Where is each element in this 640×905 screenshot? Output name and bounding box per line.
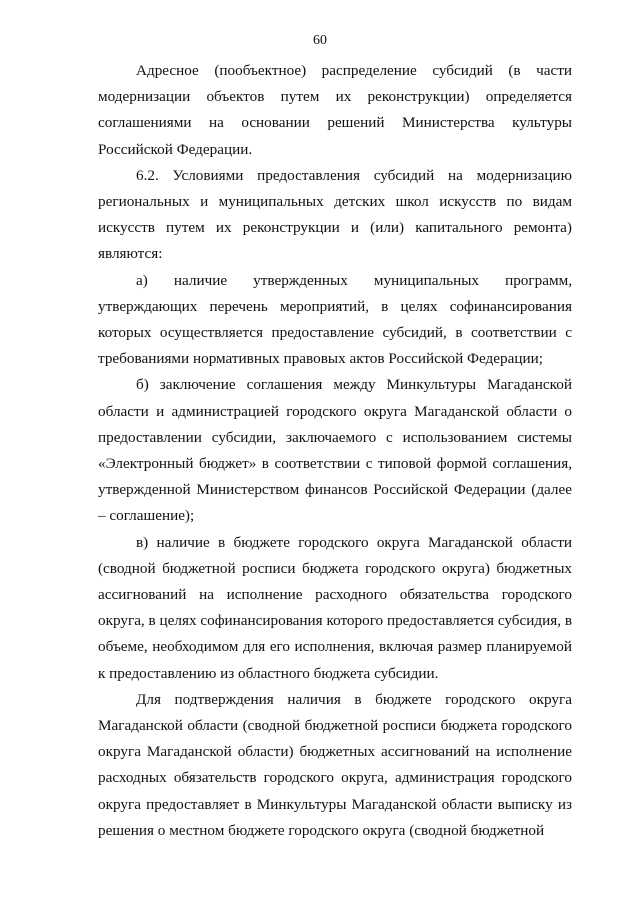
paragraph-confirmation: Для подтверждения наличия в бюджете городского округа Магаданской области (сводной бюджетной росписи бюджета городского округа Магаданской области) бюджетных ассигнований на исполнение расходных обязательств городского округа, администрация городского округа предоставляет в Минкультуры Магаданской области выписку из решения о местном бюджете городского округа (сводной бюджетной xyxy=(98,690,572,839)
paragraph-conditions-6-2: 6.2. Условиями предоставления субсидий на модернизацию региональных и муниципальных детских школ искусств по видам искусств путем их реконструкции и (или) капитального ремонта) являются: xyxy=(98,166,572,263)
document-body xyxy=(98,58,572,844)
paragraph-condition-v: в) наличие в бюджете городского округа Магаданской области (сводной бюджетной росписи бюджета городского округа) бюджетных ассигнований на исполнение расходного обязательства городского округа, в целях софинансирования которого предоставляется субсидия, в объеме, необходимом для его исполнения, включая размер планируемой к предоставлению из областного бюджета субсидии. xyxy=(98,533,572,682)
paragraph-condition-a: а) наличие утвержденных муниципальных программ, утверждающих перечень мероприятий, в целях софинансирования которых осуществляется предоставление субсидий, в соответствии с требованиями нормативных правовых актов Российской Федерации; xyxy=(98,271,572,368)
paragraph-distribution: Адресное (пообъектное) распределение субсидий (в части модернизации объектов путем их реконструкции) определяется соглашениями на основании решений Министерства культуры Российской Федерации. xyxy=(98,62,572,158)
page-number: 60 xyxy=(313,33,327,48)
paragraph-condition-b: б) заключение соглашения между Минкультуры Магаданской области и администрацией городского округа Магаданской области о предоставлении субсидии, заключаемого с использованием системы «Электронный бюджет» в соответствии с типовой формой соглашения, утвержденной Министерством финансов Российской Федерации (далее – соглашение); xyxy=(98,376,572,525)
